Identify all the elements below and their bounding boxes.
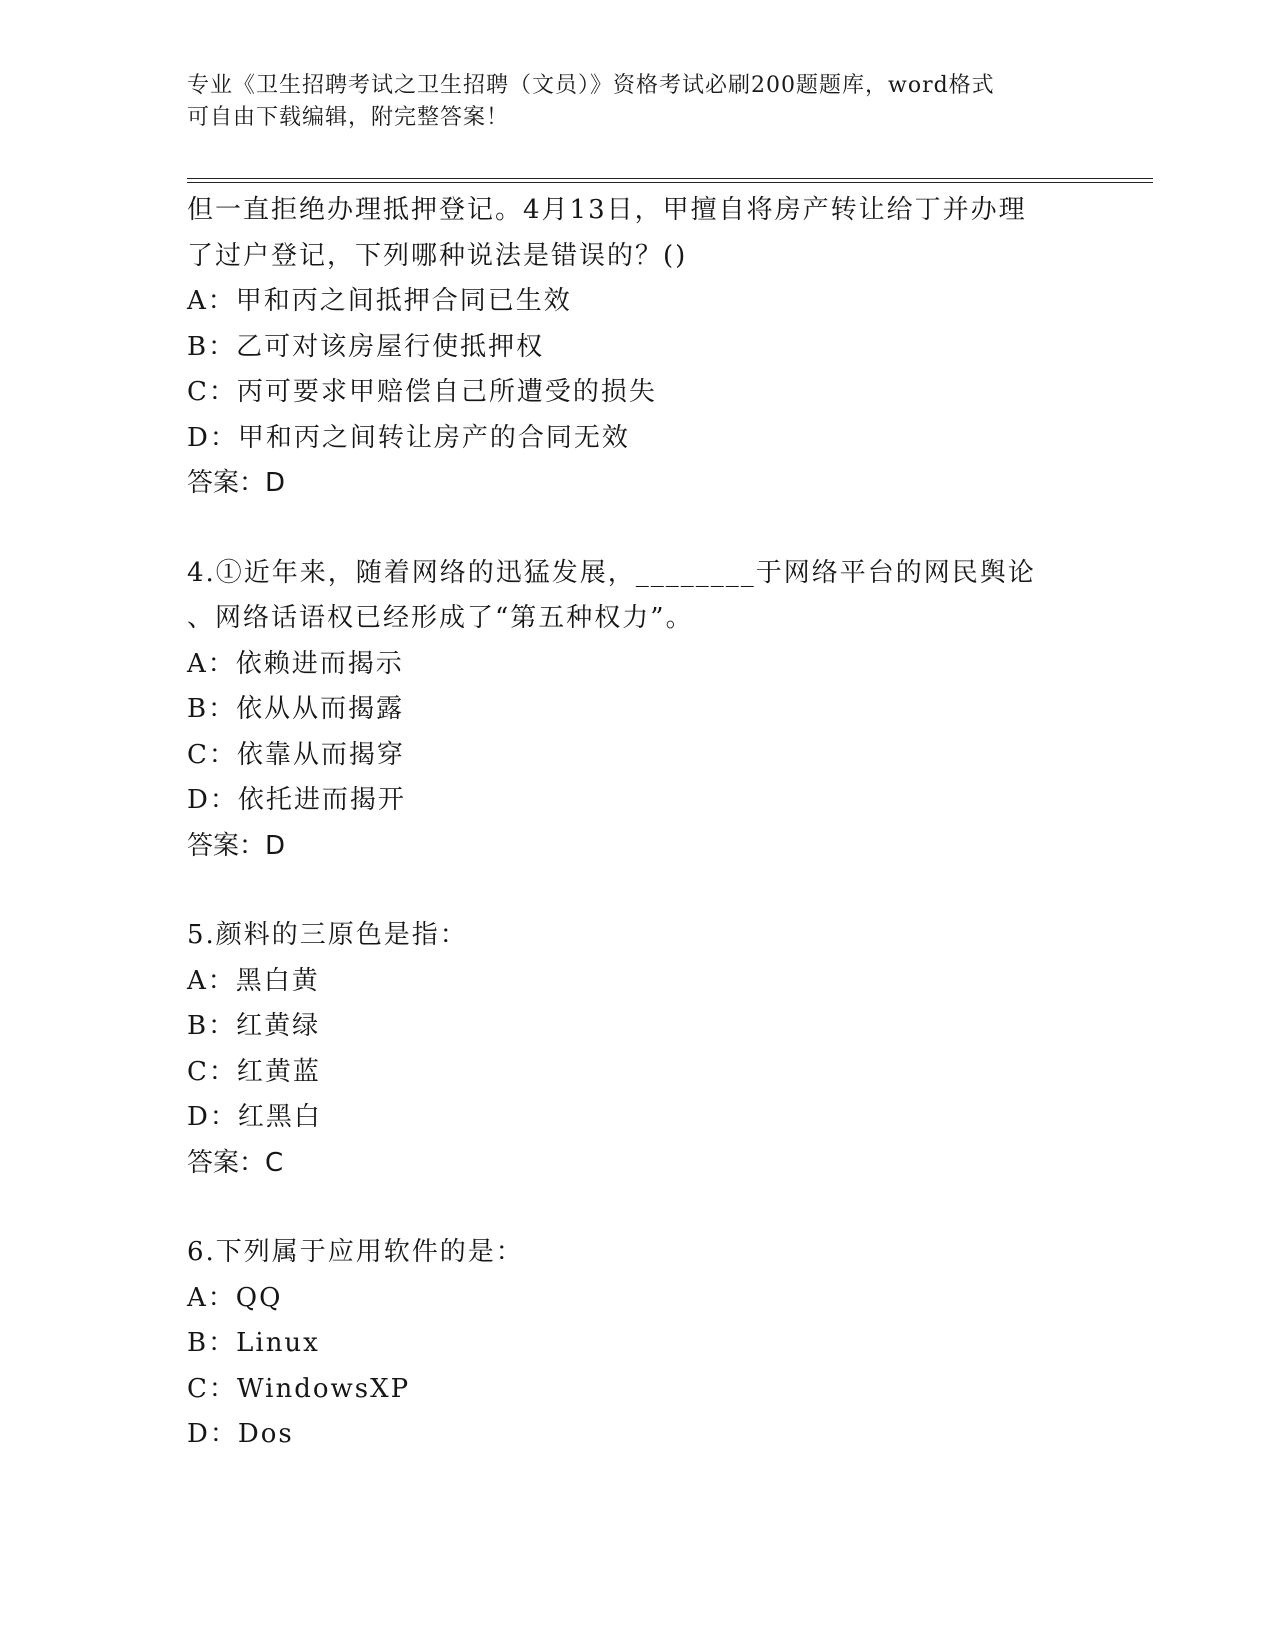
document-header [187,70,1087,134]
question-stem: 了过户登记，下列哪种说法是错误的？() [187,240,688,271]
option-a: A：黑白黄 [187,965,320,996]
question-6 [187,1230,1087,1458]
question-stem: 但一直拒绝办理抵押登记。4月13日，甲擅自将房产转让给丁并办理 [187,195,1027,225]
question-stem: 、网络话语权已经形成了“第五种权力”。 [187,603,694,633]
question-5 [187,913,1087,1186]
option-d: D：依托进而揭开 [187,785,406,815]
header-rule-bottom [187,182,1153,183]
option-c: C：依靠从而揭穿 [187,739,405,770]
question-stem: 6.下列属于应用软件的是： [187,1237,524,1267]
header-rule-top [187,178,1153,179]
option-c: C：WindowsXP [187,1373,411,1404]
option-d: D：Dos [187,1419,294,1449]
question-4 [187,551,1087,870]
option-a: A：依赖进而揭示 [187,648,404,679]
header-title-line-1: 专业《卫生招聘考试之卫生招聘（文员）》资格考试必刷200题题库，word格式 [187,73,995,98]
option-d: D：甲和丙之间转让房产的合同无效 [187,422,630,453]
option-b: B：乙可对该房屋行使抵押权 [187,331,545,362]
answer-line: 答案：D [187,468,286,498]
option-b: B：红黄绿 [187,1011,321,1041]
option-b: B：Linux [187,1328,320,1358]
question-stem: 5.颜料的三原色是指： [187,920,468,950]
spacer [187,507,1087,551]
spacer [187,1186,1087,1230]
spacer [187,869,1087,913]
answer-line: 答案：D [187,830,286,861]
answer-line: 答案：C [187,1147,284,1178]
option-a: A：QQ [187,1282,283,1313]
question-stem: 4.①近年来，随着网络的迅猛发展，________于网络平台的网民舆论 [187,557,1036,588]
option-c: C：红黄蓝 [187,1056,321,1087]
option-d: D：红黑白 [187,1102,322,1132]
option-a: A：甲和丙之间抵押合同已生效 [187,286,572,316]
option-c: C：丙可要求甲赔偿自己所遭受的损失 [187,377,657,407]
option-b: B：依从从而揭露 [187,694,405,724]
header-title-line-2: 可自由下载编辑，附完整答案！ [187,105,510,130]
document-body [187,188,1087,1458]
question-3 [187,188,1087,507]
